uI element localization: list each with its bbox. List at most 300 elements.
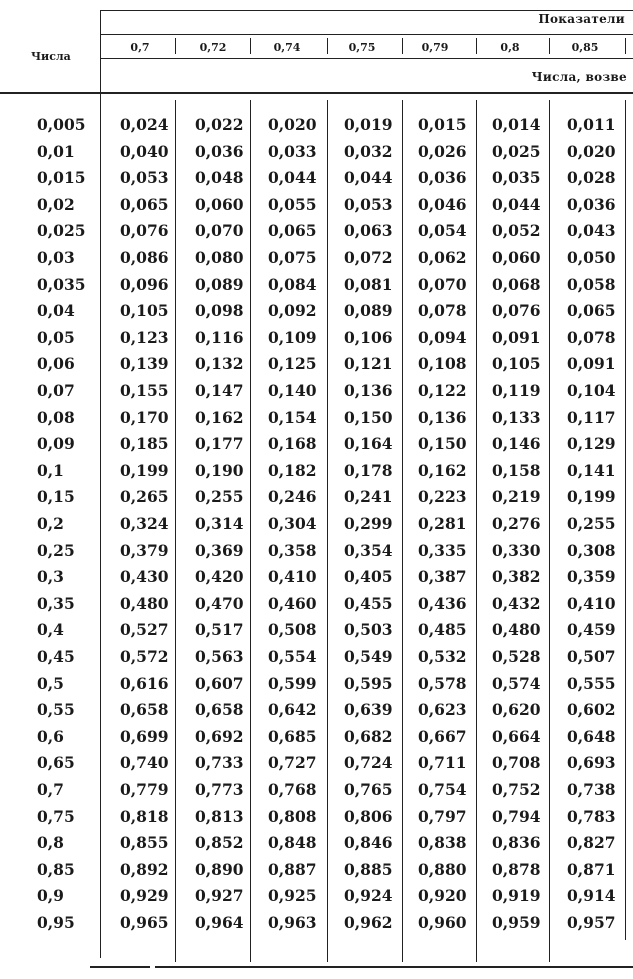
value-cell: 0,711 [418, 753, 467, 773]
value-cell: 0,146 [492, 434, 541, 454]
value-cell: 0,036 [195, 141, 244, 161]
column-header-divider [327, 38, 328, 54]
row-number-cell: 0,25 [37, 540, 75, 560]
value-cell: 0,065 [268, 221, 317, 241]
table-bottom-rule-left [90, 966, 150, 968]
value-cell: 0,178 [344, 460, 393, 480]
value-cell: 0,091 [567, 354, 616, 374]
value-cell: 0,050 [567, 248, 616, 267]
row-number-cell: 0,9 [37, 886, 64, 906]
row-number-cell: 0,95 [37, 913, 75, 932]
value-cell: 0,136 [344, 381, 393, 400]
value-cell: 0,022 [195, 115, 244, 134]
value-cell: 0,080 [195, 248, 244, 267]
value-cell: 0,219 [492, 487, 541, 507]
value-cell: 0,623 [418, 700, 467, 720]
value-cell: 0,887 [268, 859, 317, 879]
value-cell: 0,852 [195, 833, 244, 853]
column-header: 0,85 [571, 41, 599, 54]
value-cell: 0,410 [567, 593, 616, 613]
row-number-cell: 0,5 [37, 673, 64, 693]
row-number-cell: 0,55 [37, 700, 75, 720]
value-cell: 0,578 [418, 673, 467, 693]
value-cell: 0,871 [567, 859, 616, 879]
value-cell: 0,797 [418, 806, 467, 826]
column-header-divider [625, 38, 626, 54]
value-cell: 0,768 [268, 780, 317, 799]
value-cell: 0,123 [120, 327, 169, 347]
value-cell: 0,405 [344, 567, 393, 587]
value-cell: 0,053 [344, 194, 393, 214]
table-row [0, 617, 633, 644]
value-cell: 0,642 [268, 700, 317, 720]
value-cell: 0,379 [120, 540, 169, 560]
value-cell: 0,455 [344, 593, 393, 613]
value-cell: 0,508 [268, 620, 317, 640]
table-row [0, 910, 633, 937]
value-cell: 0,081 [344, 274, 393, 294]
value-cell: 0,848 [268, 833, 317, 853]
value-cell: 0,105 [492, 354, 541, 374]
value-cell: 0,053 [120, 168, 169, 188]
value-cell: 0,065 [120, 194, 169, 214]
value-cell: 0,170 [120, 407, 169, 427]
value-cell: 0,616 [120, 673, 169, 693]
value-cell: 0,032 [344, 141, 393, 161]
value-cell: 0,246 [268, 487, 317, 507]
value-cell: 0,011 [567, 115, 616, 134]
value-cell: 0,033 [268, 141, 317, 161]
value-cell: 0,754 [418, 780, 467, 799]
value-cell: 0,962 [344, 913, 393, 932]
value-cell: 0,330 [492, 540, 541, 560]
value-cell: 0,136 [418, 407, 467, 427]
value-cell: 0,015 [418, 115, 467, 134]
value-cell: 0,086 [120, 248, 169, 267]
value-cell: 0,574 [492, 673, 541, 693]
value-cell: 0,794 [492, 806, 541, 826]
value-cell: 0,620 [492, 700, 541, 720]
value-cell: 0,092 [268, 301, 317, 321]
row-number-cell: 0,05 [37, 327, 75, 347]
value-cell: 0,168 [268, 434, 317, 454]
value-cell: 0,692 [195, 726, 244, 746]
value-cell: 0,929 [120, 886, 169, 906]
column-header: 0,79 [421, 41, 449, 54]
column-header-divider [549, 38, 550, 54]
value-cell: 0,892 [120, 859, 169, 879]
value-cell: 0,964 [195, 913, 244, 932]
header-bottom-rule [0, 92, 633, 94]
value-cell: 0,070 [418, 274, 467, 294]
value-cell: 0,036 [567, 194, 616, 214]
value-cell: 0,162 [195, 407, 244, 427]
value-cell: 0,836 [492, 833, 541, 853]
value-cell: 0,024 [120, 115, 169, 134]
value-cell: 0,150 [344, 407, 393, 427]
value-cell: 0,084 [268, 274, 317, 294]
table-row [0, 218, 633, 245]
value-cell: 0,281 [418, 514, 467, 533]
table-row [0, 405, 633, 432]
value-cell: 0,919 [492, 886, 541, 906]
value-cell: 0,920 [418, 886, 467, 906]
table-row [0, 830, 633, 857]
table-row [0, 484, 633, 511]
table-row [0, 804, 633, 831]
value-cell: 0,927 [195, 886, 244, 906]
value-cell: 0,108 [418, 354, 467, 374]
value-cell: 0,738 [567, 780, 616, 799]
value-cell: 0,065 [567, 301, 616, 321]
value-cell: 0,276 [492, 514, 541, 533]
row-number-cell: 0,04 [37, 301, 75, 321]
value-cell: 0,387 [418, 567, 467, 587]
value-cell: 0,133 [492, 407, 541, 427]
value-cell: 0,125 [268, 354, 317, 374]
value-cell: 0,072 [344, 248, 393, 267]
column-header: 0,7 [130, 41, 150, 54]
value-cell: 0,241 [344, 487, 393, 507]
value-cell: 0,667 [418, 726, 467, 746]
value-cell: 0,813 [195, 806, 244, 826]
value-cell: 0,846 [344, 833, 393, 853]
value-cell: 0,808 [268, 806, 317, 826]
value-cell: 0,554 [268, 647, 317, 666]
value-cell: 0,035 [492, 168, 541, 188]
table-row [0, 298, 633, 325]
value-cell: 0,199 [120, 460, 169, 480]
value-cell: 0,132 [195, 354, 244, 374]
table-row [0, 591, 633, 618]
value-cell: 0,046 [418, 194, 467, 214]
value-cell: 0,658 [120, 700, 169, 720]
value-cell: 0,354 [344, 540, 393, 560]
value-cell: 0,190 [195, 460, 244, 480]
column-header-divider [402, 38, 403, 54]
value-cell: 0,020 [567, 141, 616, 161]
value-cell: 0,104 [567, 381, 616, 400]
table-row [0, 351, 633, 378]
row-number-cell: 0,3 [37, 567, 64, 587]
row-number-cell: 0,09 [37, 434, 75, 454]
header-upper-rule [100, 34, 633, 35]
column-header: 0,8 [500, 41, 520, 54]
value-cell: 0,044 [268, 168, 317, 188]
value-cell: 0,773 [195, 780, 244, 799]
row-number-cell: 0,01 [37, 141, 75, 161]
value-cell: 0,685 [268, 726, 317, 746]
table-row [0, 697, 633, 724]
value-cell: 0,878 [492, 859, 541, 879]
value-cell: 0,382 [492, 567, 541, 587]
value-cell: 0,532 [418, 647, 467, 666]
table-row [0, 245, 633, 272]
row-number-cell: 0,03 [37, 248, 75, 267]
value-cell: 0,410 [268, 567, 317, 587]
value-cell: 0,025 [492, 141, 541, 161]
table-row [0, 458, 633, 485]
value-cell: 0,060 [195, 194, 244, 214]
value-cell: 0,089 [344, 301, 393, 321]
value-cell: 0,075 [268, 248, 317, 267]
value-cell: 0,140 [268, 381, 317, 400]
value-cell: 0,147 [195, 381, 244, 400]
value-cell: 0,740 [120, 753, 169, 773]
value-cell: 0,527 [120, 620, 169, 640]
value-cell: 0,076 [120, 221, 169, 241]
value-cell: 0,699 [120, 726, 169, 746]
value-cell: 0,054 [418, 221, 467, 241]
value-cell: 0,162 [418, 460, 467, 480]
value-cell: 0,607 [195, 673, 244, 693]
value-cell: 0,255 [195, 487, 244, 507]
row-number-cell: 0,75 [37, 806, 75, 826]
table-row [0, 511, 633, 538]
row-number-cell: 0,07 [37, 381, 75, 400]
value-cell: 0,078 [418, 301, 467, 321]
value-cell: 0,094 [418, 327, 467, 347]
value-cell: 0,199 [567, 487, 616, 507]
value-cell: 0,119 [492, 381, 541, 400]
value-cell: 0,070 [195, 221, 244, 241]
value-cell: 0,682 [344, 726, 393, 746]
value-cell: 0,963 [268, 913, 317, 932]
header-first-column-label: Числа [31, 50, 71, 63]
value-cell: 0,299 [344, 514, 393, 533]
value-cell: 0,507 [567, 647, 616, 666]
value-cell: 0,255 [567, 514, 616, 533]
value-cell: 0,106 [344, 327, 393, 347]
value-cell: 0,026 [418, 141, 467, 161]
table-row [0, 671, 633, 698]
row-number-cell: 0,2 [37, 514, 64, 533]
value-cell: 0,129 [567, 434, 616, 454]
value-cell: 0,182 [268, 460, 317, 480]
column-header-divider [175, 38, 176, 54]
value-cell: 0,914 [567, 886, 616, 906]
value-cell: 0,572 [120, 647, 169, 666]
value-cell: 0,965 [120, 913, 169, 932]
value-cell: 0,116 [195, 327, 244, 347]
value-cell: 0,139 [120, 354, 169, 374]
value-cell: 0,485 [418, 620, 467, 640]
value-cell: 0,924 [344, 886, 393, 906]
value-cell: 0,155 [120, 381, 169, 400]
table-row [0, 857, 633, 884]
row-number-cell: 0,015 [37, 168, 86, 188]
value-cell: 0,304 [268, 514, 317, 533]
value-cell: 0,752 [492, 780, 541, 799]
table-row [0, 777, 633, 804]
value-cell: 0,503 [344, 620, 393, 640]
value-cell: 0,185 [120, 434, 169, 454]
value-cell: 0,369 [195, 540, 244, 560]
value-cell: 0,528 [492, 647, 541, 666]
value-cell: 0,062 [418, 248, 467, 267]
value-cell: 0,818 [120, 806, 169, 826]
value-cell: 0,265 [120, 487, 169, 507]
row-number-cell: 0,6 [37, 726, 64, 746]
column-header: 0,75 [348, 41, 376, 54]
value-cell: 0,076 [492, 301, 541, 321]
value-cell: 0,517 [195, 620, 244, 640]
value-cell: 0,020 [268, 115, 317, 134]
value-cell: 0,806 [344, 806, 393, 826]
row-number-cell: 0,65 [37, 753, 75, 773]
value-cell: 0,098 [195, 301, 244, 321]
value-cell: 0,957 [567, 913, 616, 932]
value-cell: 0,639 [344, 700, 393, 720]
value-cell: 0,959 [492, 913, 541, 932]
value-cell: 0,880 [418, 859, 467, 879]
table-row [0, 750, 633, 777]
header-middle-rule [100, 58, 633, 59]
value-cell: 0,014 [492, 115, 541, 134]
value-cell: 0,602 [567, 700, 616, 720]
value-cell: 0,960 [418, 913, 467, 932]
value-cell: 0,105 [120, 301, 169, 321]
row-number-cell: 0,08 [37, 407, 75, 427]
value-cell: 0,885 [344, 859, 393, 879]
value-cell: 0,765 [344, 780, 393, 799]
value-cell: 0,060 [492, 248, 541, 267]
table-row [0, 112, 633, 139]
value-cell: 0,040 [120, 141, 169, 161]
row-number-cell: 0,1 [37, 460, 64, 480]
table-row [0, 883, 633, 910]
value-cell: 0,358 [268, 540, 317, 560]
table-row [0, 538, 633, 565]
value-cell: 0,693 [567, 753, 616, 773]
column-header: 0,72 [199, 41, 227, 54]
value-cell: 0,109 [268, 327, 317, 347]
value-cell: 0,480 [120, 593, 169, 613]
value-cell: 0,141 [567, 460, 616, 480]
header-indicators-label: Показатели [538, 12, 625, 26]
value-cell: 0,068 [492, 274, 541, 294]
value-cell: 0,096 [120, 274, 169, 294]
value-cell: 0,549 [344, 647, 393, 666]
table-row [0, 644, 633, 671]
column-header-divider [250, 38, 251, 54]
value-cell: 0,164 [344, 434, 393, 454]
value-cell: 0,420 [195, 567, 244, 587]
row-number-cell: 0,035 [37, 274, 86, 294]
row-number-cell: 0,005 [37, 115, 86, 134]
value-cell: 0,063 [344, 221, 393, 241]
value-cell: 0,855 [120, 833, 169, 853]
value-cell: 0,890 [195, 859, 244, 879]
value-cell: 0,827 [567, 833, 616, 853]
table-row [0, 139, 633, 166]
value-cell: 0,708 [492, 753, 541, 773]
table-row [0, 431, 633, 458]
value-cell: 0,150 [418, 434, 467, 454]
value-cell: 0,019 [344, 115, 393, 134]
value-cell: 0,838 [418, 833, 467, 853]
value-cell: 0,555 [567, 673, 616, 693]
table-row [0, 165, 633, 192]
row-number-cell: 0,45 [37, 647, 75, 666]
value-cell: 0,779 [120, 780, 169, 799]
value-cell: 0,733 [195, 753, 244, 773]
table-bottom-rule-right [155, 966, 633, 968]
value-cell: 0,043 [567, 221, 616, 241]
value-cell: 0,595 [344, 673, 393, 693]
table-row [0, 192, 633, 219]
column-header: 0,74 [273, 41, 301, 54]
value-cell: 0,044 [344, 168, 393, 188]
row-number-cell: 0,8 [37, 833, 64, 853]
table-row [0, 724, 633, 751]
value-cell: 0,783 [567, 806, 616, 826]
value-cell: 0,117 [567, 407, 616, 427]
value-cell: 0,177 [195, 434, 244, 454]
row-number-cell: 0,02 [37, 194, 75, 214]
value-cell: 0,727 [268, 753, 317, 773]
value-cell: 0,036 [418, 168, 467, 188]
value-cell: 0,048 [195, 168, 244, 188]
value-cell: 0,648 [567, 726, 616, 746]
row-number-cell: 0,06 [37, 354, 75, 374]
row-number-cell: 0,85 [37, 859, 75, 879]
value-cell: 0,028 [567, 168, 616, 188]
value-cell: 0,430 [120, 567, 169, 587]
value-cell: 0,089 [195, 274, 244, 294]
value-cell: 0,055 [268, 194, 317, 214]
column-header-divider [476, 38, 477, 54]
row-number-cell: 0,025 [37, 221, 86, 241]
value-cell: 0,052 [492, 221, 541, 241]
value-cell: 0,223 [418, 487, 467, 507]
value-cell: 0,314 [195, 514, 244, 533]
row-number-cell: 0,15 [37, 487, 75, 507]
table-row [0, 272, 633, 299]
value-cell: 0,335 [418, 540, 467, 560]
table-row [0, 564, 633, 591]
value-cell: 0,724 [344, 753, 393, 773]
value-cell: 0,436 [418, 593, 467, 613]
value-cell: 0,058 [567, 274, 616, 294]
value-cell: 0,122 [418, 381, 467, 400]
table-row [0, 325, 633, 352]
value-cell: 0,154 [268, 407, 317, 427]
value-cell: 0,460 [268, 593, 317, 613]
value-cell: 0,459 [567, 620, 616, 640]
value-cell: 0,308 [567, 540, 616, 560]
value-cell: 0,470 [195, 593, 244, 613]
value-cell: 0,664 [492, 726, 541, 746]
header-subtitle-label: Числа, возве [531, 70, 627, 84]
value-cell: 0,044 [492, 194, 541, 214]
row-number-cell: 0,7 [37, 780, 64, 799]
value-cell: 0,925 [268, 886, 317, 906]
row-number-cell: 0,4 [37, 620, 64, 640]
value-cell: 0,432 [492, 593, 541, 613]
value-cell: 0,158 [492, 460, 541, 480]
value-cell: 0,078 [567, 327, 616, 347]
value-cell: 0,658 [195, 700, 244, 720]
table-row [0, 378, 633, 405]
value-cell: 0,359 [567, 567, 616, 587]
row-number-cell: 0,35 [37, 593, 75, 613]
value-cell: 0,121 [344, 354, 393, 374]
value-cell: 0,480 [492, 620, 541, 640]
value-cell: 0,091 [492, 327, 541, 347]
header-top-rule [100, 10, 633, 11]
value-cell: 0,563 [195, 647, 244, 666]
